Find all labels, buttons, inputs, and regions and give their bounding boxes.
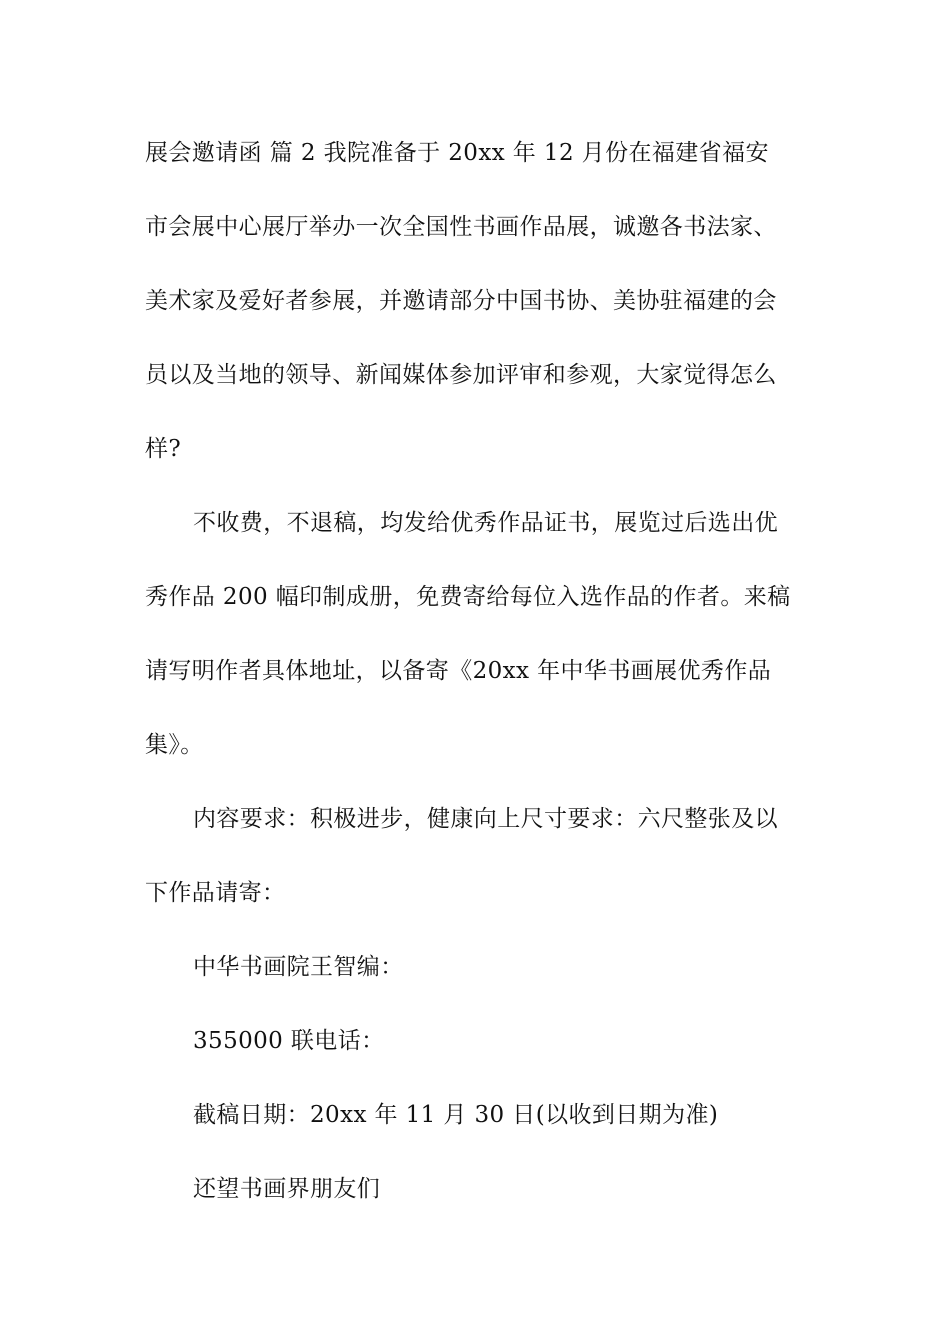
text-line-4: 员以及当地的领导、新闻媒体参加评审和参观，大家觉得怎么 [145, 362, 777, 388]
text-line-15: 还望书画界朋友们 [193, 1176, 381, 1202]
text-line-9: 集》。 [145, 732, 204, 758]
text-line-6: 不收费，不退稿，均发给优秀作品证书，展览过后选出优 [193, 510, 778, 536]
text-line-12: 中华书画院王智编： [193, 954, 404, 980]
text-line-13: 355000 联电话： [193, 1028, 385, 1054]
text-line-11: 下作品请寄： [145, 880, 286, 906]
text-line-7: 秀作品 200 幅印制成册，免费寄给每位入选作品的作者。来稿 [145, 584, 791, 610]
text-line-3: 美术家及爱好者参展，并邀请部分中国书协、美协驻福建的会 [145, 288, 777, 314]
text-line-8: 请写明作者具体地址，以备寄《20xx 年中华书画展优秀作品 [145, 658, 772, 684]
text-line-14: 截稿日期：20xx 年 11 月 30 日(以收到日期为准) [193, 1102, 719, 1128]
text-line-10: 内容要求：积极进步，健康向上尺寸要求：六尺整张及以 [193, 806, 778, 832]
text-line-5: 样? [145, 436, 182, 462]
text-line-1: 展会邀请函 篇 2 我院准备于 20xx 年 12 月份在福建省福安 [145, 140, 769, 166]
text-line-2: 市会展中心展厅举办一次全国性书画作品展，诚邀各书法家、 [145, 214, 777, 240]
